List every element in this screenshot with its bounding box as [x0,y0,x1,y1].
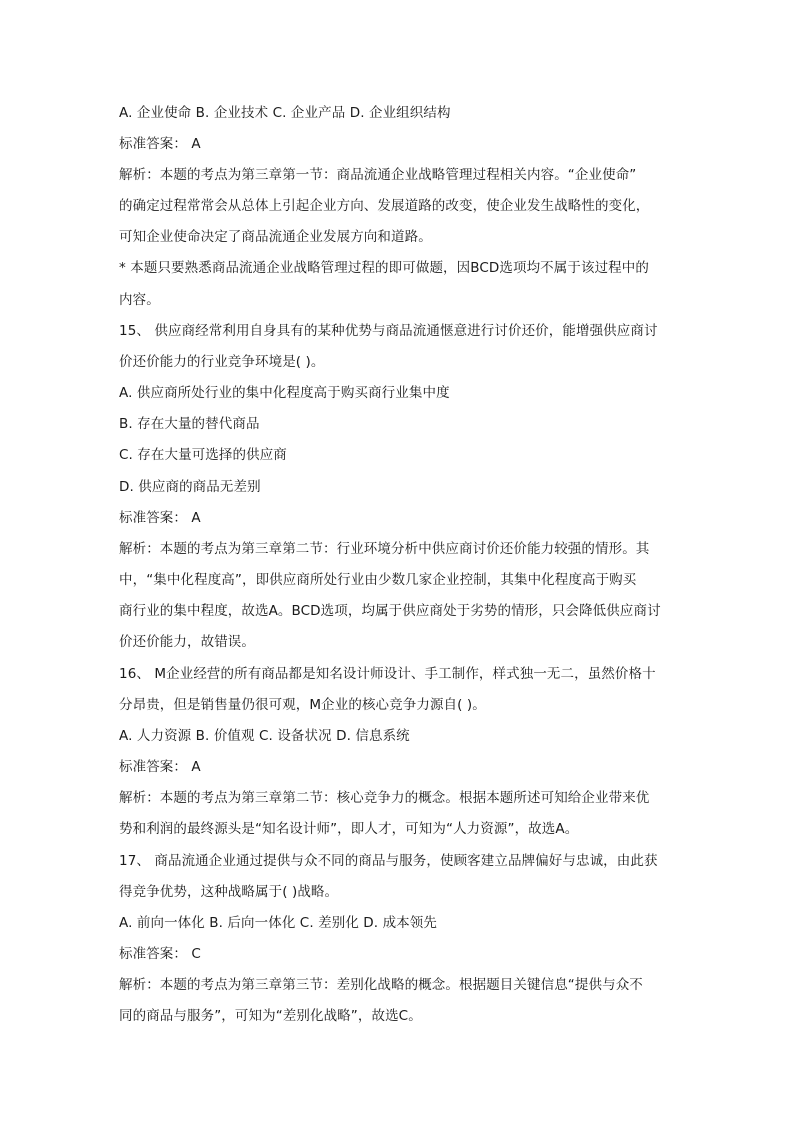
text-line: 势和利润的最终源头是“知名设计师”，即人才，可知为“人力资源”，故选A。 [119,821,579,837]
text-line: A. 供应商所处行业的集中化程度高于购买商行业集中度 [119,385,450,401]
text-line: D. 供应商的商品无差别 [119,479,261,495]
text-line: 标准答案： A [119,136,201,152]
text-line: 同的商品与服务”，可知为“差别化战略”，故选C。 [119,1008,422,1024]
text-line: A. 企业使命 B. 企业技术 C. 企业产品 D. 企业组织结构 [119,105,451,121]
text-line: 分昂贵，但是销售量仍很可观，M企业的核心竞争力源自( )。 [119,697,486,713]
text-line: 17、 商品流通企业通过提供与众不同的商品与服务，使顾客建立品牌偏好与忠诚，由此获 [119,853,658,869]
text-line: 解析：本题的考点为第三章第二节：行业环境分析中供应商讨价还价能力较强的情形。其 [119,541,650,557]
text-line: * 本题只要熟悉商品流通企业战略管理过程的即可做题，因BCD选项均不属于该过程中的 [119,260,649,276]
text-line: C. 存在大量可选择的供应商 [119,447,287,463]
text-line: A. 前向一体化 B. 后向一体化 C. 差别化 D. 成本领先 [119,915,437,931]
text-line: 解析：本题的考点为第三章第二节：核心竞争力的概念。根据本题所述可知给企业带来优 [119,790,650,806]
text-line: B. 存在大量的替代商品 [119,416,260,432]
text-line: 商行业的集中程度，故选A。BCD选项，均属于供应商处于劣势的情形，只会降低供应商讨 [119,603,661,619]
text-line: 价还价能力，故错误。 [119,634,255,650]
text-line: 15、 供应商经常利用自身具有的某种优势与商品流通惬意进行讨价还价，能增强供应商讨 [119,323,658,339]
text-line: 可知企业使命决定了商品流通企业发展方向和道路。 [119,229,432,245]
text-line: 解析：本题的考点为第三章第一节：商品流通企业战略管理过程相关内容。“企业使命” [119,167,637,183]
text-line: 得竞争优势，这种战略属于( )战略。 [119,884,339,900]
text-line: 解析：本题的考点为第三章第三节：差别化战略的概念。根据题目关键信息“提供与众不 [119,977,643,993]
text-line: A. 人力资源 B. 价值观 C. 设备状况 D. 信息系统 [119,728,410,744]
text-line: 16、 M企业经营的所有商品都是知名设计师设计、手工制作，样式独一无二，虽然价格十 [119,666,656,682]
text-line: 的确定过程常常会从总体上引起企业方向、发展道路的改变，使企业发生战略性的变化， [119,198,650,214]
text-line: 标准答案： A [119,759,201,775]
text-line: 标准答案： C [119,946,201,962]
text-line: 内容。 [119,292,160,308]
text-line: 标准答案： A [119,510,201,526]
text-line: 价还价能力的行业竞争环境是( )。 [119,354,325,370]
text-line: 中，“集中化程度高”，即供应商所处行业由少数几家企业控制，其集中化程度高于购买 [119,572,637,588]
